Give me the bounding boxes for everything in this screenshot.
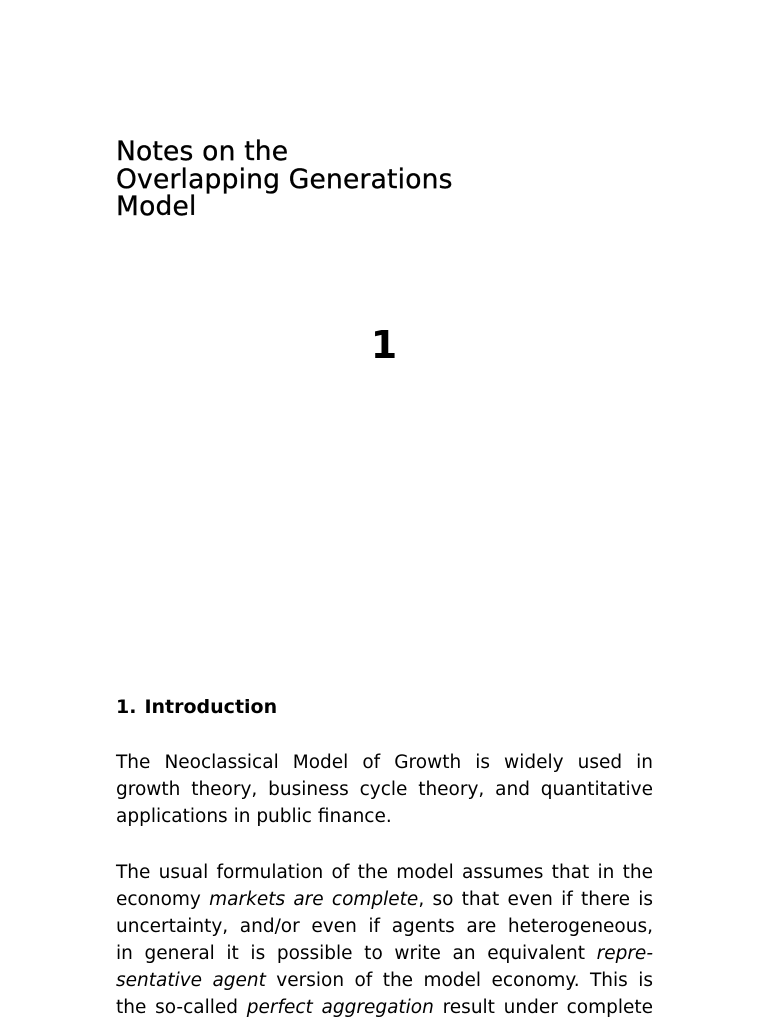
paragraph-2-line-6 [116, 994, 653, 1021]
emphasis-sentative-agent: sentative agent [116, 970, 266, 991]
paragraph-2-line-3: uncertainty, and/or even if agents are heterogeneous, [116, 916, 653, 937]
paragraph-1 [116, 749, 653, 830]
emphasis-repre: repre- [596, 943, 653, 964]
paragraph-2 [116, 859, 653, 1021]
paragraph-1-line-1: The Neoclassical Model of Growth is widely used in [116, 752, 653, 773]
text-segment: the so-called [116, 997, 247, 1018]
text-segment: , so that even if there is [418, 889, 654, 910]
chapter-title [116, 138, 676, 221]
paragraph-1-line-3: applications in public finance. [116, 806, 392, 827]
chapter-title-line-3: Model [116, 191, 197, 222]
chapter-number: 1 [370, 323, 398, 367]
chapter-title-line-1: Notes on the [116, 136, 289, 167]
emphasis-perfect-aggregation: perfect aggregation [246, 997, 434, 1018]
text-segment: result under complete [433, 997, 654, 1018]
section-heading [116, 694, 277, 720]
paragraph-1-line-2: growth theory, business cycle theory, and quantitative [116, 779, 653, 800]
chapter-title-line-2: Overlapping Generations [116, 163, 453, 195]
paragraph-2-line-1: The usual formulation of the model assumes that in the [116, 862, 653, 883]
section-number: 1. [116, 696, 137, 718]
text-segment: economy [116, 889, 210, 910]
paragraph-2-line-2 [116, 886, 653, 913]
section-title: Introduction [144, 696, 278, 718]
text-segment: in general it is possible to write an equivalent [116, 943, 597, 964]
emphasis-markets-are-complete: markets are complete [209, 889, 419, 910]
text-segment: version of the model economy. This is [265, 970, 653, 991]
paragraph-2-line-5 [116, 967, 653, 994]
paragraph-2-line-4 [116, 940, 653, 967]
